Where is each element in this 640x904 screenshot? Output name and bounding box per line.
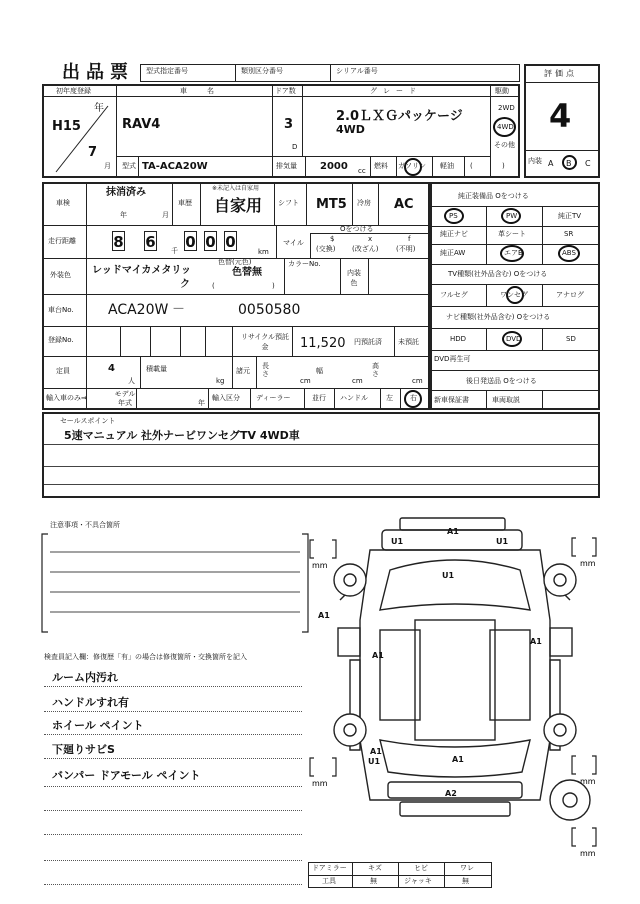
shift-value: MT5 xyxy=(316,197,347,212)
svg-text:mm: mm xyxy=(580,849,596,858)
shift-label: シフト xyxy=(278,199,299,207)
tv-full-seg: フルセグ xyxy=(440,291,468,299)
opt-tampered: (改ざん) xyxy=(352,245,379,253)
reg-no-label: 登録No. xyxy=(48,336,74,344)
cc-unit: cc xyxy=(358,167,366,175)
displacement-label: 排気量 xyxy=(276,162,297,170)
inspector-item-4: 下廻りサビS xyxy=(52,743,115,756)
inspection-label: 車検 xyxy=(56,199,70,207)
class-label: 類別区分番号 xyxy=(241,67,283,75)
drive-other: その他 xyxy=(494,141,515,149)
doors-value: 3 xyxy=(284,117,294,132)
recycle-unpaid: 未預託 xyxy=(398,338,419,346)
tv-title: TV種類(社外品含む) Oをつける xyxy=(448,270,548,278)
width-label: 幅 xyxy=(316,367,323,375)
score-label: 評価点 xyxy=(544,69,577,78)
color-change-paren-close: ) xyxy=(272,282,275,290)
opt-unknown: (不明) xyxy=(396,245,416,253)
mark-a1-left-rear: A1 xyxy=(370,747,382,756)
model-value: TA-ACA20W xyxy=(142,161,208,172)
recycle-value: 11,520 xyxy=(300,336,346,351)
legend-crack: ヒビ xyxy=(414,864,428,872)
mark-a2-rear-bumper: A2 xyxy=(445,789,457,798)
person-unit: 人 xyxy=(128,377,135,385)
later-manual: 車両取説 xyxy=(492,396,520,404)
mark-a1-left-front: A1 xyxy=(318,611,330,620)
recycle-paid: 円預託済 xyxy=(354,338,382,346)
year-suffix: 年 xyxy=(94,103,104,114)
km-unit: km xyxy=(258,248,269,256)
kg-unit: kg xyxy=(216,377,225,385)
navi-dvd-circle xyxy=(502,331,522,347)
dim-label: 諸元 xyxy=(236,367,250,375)
mark-u1-front-left: U1 xyxy=(391,537,404,546)
opt-f: f xyxy=(408,235,411,243)
navi-dvd: DVD xyxy=(506,335,522,343)
interior-b-circle xyxy=(562,155,577,170)
mileage-digit-4: 0 xyxy=(205,233,216,251)
fuel-label: 燃料 xyxy=(374,162,388,170)
history-label: 車歴 xyxy=(178,199,192,207)
dvd-play: DVD再生可 xyxy=(434,355,471,363)
score-value: 4 xyxy=(549,97,572,135)
color-change-paren: ( xyxy=(212,282,215,290)
import-parallel: 並行 xyxy=(312,394,326,402)
svg-text:mm: mm xyxy=(580,559,596,568)
mileage-digit-3: 0 xyxy=(185,233,196,251)
interior-b: B xyxy=(566,159,572,168)
import-class-label: 輸入区分 xyxy=(212,394,240,402)
drive-4wd: 4WD xyxy=(497,123,514,131)
mark-a1-front-bumper: A1 xyxy=(447,527,459,536)
drive-4wd-circle xyxy=(493,117,516,137)
inspection-value: 抹消済み xyxy=(106,187,146,198)
inspector-label: 検査員記入欄：修復歴「有」の場合は修復箇所・交換箇所を記入 xyxy=(44,653,247,661)
grade-line1: 2.0ＬＸＧパッケージ xyxy=(336,109,463,124)
mark-u1-front-right: U1 xyxy=(496,537,509,546)
mark-u1-left-rear: U1 xyxy=(368,757,381,766)
mark-a1-left-door: A1 xyxy=(372,651,384,660)
notes-bracket xyxy=(40,532,310,636)
import-label: 輸入車のみ⇒ xyxy=(46,394,87,402)
equipment-title: 純正装備品 Oをつける xyxy=(458,192,529,200)
legend-jack: ジャッキ xyxy=(404,877,432,885)
inspector-item-2: ハンドルすれ有 xyxy=(52,696,129,709)
mark-u1-hood: U1 xyxy=(442,571,455,580)
form-title: 出品票 xyxy=(62,62,134,83)
cm-unit-3: cm xyxy=(412,377,423,385)
tv-one-seg-circle xyxy=(506,286,524,304)
history-value: 自家用 xyxy=(214,196,263,215)
fuel-paren-close: ) xyxy=(502,162,505,170)
equip-abs: ABS xyxy=(562,249,576,257)
legend-tools-value: 無 xyxy=(370,877,377,885)
color-value-1: レッドマイカメタリッ xyxy=(92,265,191,276)
type-spec-label: 型式指定番号 xyxy=(146,67,188,75)
car-name-value: RAV4 xyxy=(122,117,161,132)
mileage-digit-5: 0 xyxy=(225,233,236,251)
later-warranty: 新車保証書 xyxy=(434,396,469,404)
equip-leather-seat: 革シート xyxy=(498,230,526,238)
load-label: 積載量 xyxy=(146,365,167,373)
first-reg-month: 7 xyxy=(88,145,98,160)
mark-a1-right-door: A1 xyxy=(530,637,542,646)
equip-pw: PW xyxy=(506,212,518,220)
equip-abs-circle xyxy=(558,245,580,262)
frame-number: 0050580 xyxy=(238,302,301,318)
handle-right: 右 xyxy=(410,394,417,402)
model-year-label: モデル年式 xyxy=(114,390,136,407)
handle-label: ハンドル xyxy=(340,394,368,402)
color-change-label: 色替(元色) xyxy=(218,258,252,266)
handle-right-circle xyxy=(404,390,422,408)
model-label: 型式 xyxy=(122,162,136,170)
fuel-gasoline: ガソリン xyxy=(398,162,426,170)
mile-label: マイル xyxy=(283,239,304,247)
interior-c: C xyxy=(585,159,591,168)
recycle-label: リサイクル預託金 xyxy=(240,333,290,351)
legend-tools: 工具 xyxy=(322,877,336,885)
mileage-digit-2: 6 xyxy=(145,233,156,251)
sales-text: 5速マニュアル 社外ナービワンセグTV 4WD車 xyxy=(64,429,300,442)
fuel-paren: ( xyxy=(470,162,473,170)
displacement-value: 2000 xyxy=(320,161,348,172)
opt-exchange: (交換) xyxy=(316,245,336,253)
color-no-label: カラーNo. xyxy=(288,260,321,268)
equip-pw-circle xyxy=(501,208,521,224)
interior-a: A xyxy=(548,159,554,168)
capacity-value: 4 xyxy=(108,363,115,374)
interior-color-label: 内装色 xyxy=(347,269,361,287)
inspection-year: 年 xyxy=(120,211,127,219)
equip-airbag: エアB xyxy=(504,249,523,257)
length-label: 長さ xyxy=(262,362,269,378)
cm-unit-1: cm xyxy=(300,377,311,385)
grade-line2: 4WD xyxy=(336,123,365,136)
opt-dollar: $ xyxy=(330,235,335,243)
legend-break: ワレ xyxy=(460,864,474,872)
ac-value: AC xyxy=(394,197,414,212)
equip-ps: PS xyxy=(449,212,458,220)
svg-text:mm: mm xyxy=(312,561,328,570)
history-note: ※未記入は自家用 xyxy=(212,185,260,192)
interior-label: 内装 xyxy=(528,157,542,165)
inspector-item-1: ルーム内汚れ xyxy=(52,671,118,684)
legend-scratch: キズ xyxy=(368,864,382,872)
fuel-gasoline-circle xyxy=(404,158,422,176)
equip-genuine-aw: 純正AW xyxy=(440,249,466,257)
sales-label: セールスポイント xyxy=(60,417,116,425)
notes-label: 注意事項・不具合箇所 xyxy=(50,521,120,529)
mark-a1-rear: A1 xyxy=(452,755,464,764)
color-value-2: ク xyxy=(180,279,190,290)
frame-label: 車台No. xyxy=(48,306,74,314)
inspection-month: 月 xyxy=(162,211,169,219)
legend-door-mirror: ドアミラー xyxy=(312,864,347,872)
handle-left: 左 xyxy=(386,394,393,402)
drive-label: 駆動 xyxy=(495,87,509,95)
ac-label: 冷房 xyxy=(357,199,371,207)
doors-label: ドア数 xyxy=(275,87,296,95)
equip-genuine-tv: 純正TV xyxy=(558,212,582,220)
tv-one-seg: ワンセグ xyxy=(500,291,528,299)
tv-analog: アナログ xyxy=(556,291,584,299)
cm-unit-2: cm xyxy=(352,377,363,385)
navi-sd: SD xyxy=(566,335,576,343)
thousand-unit: 千 xyxy=(171,247,178,255)
drive-2wd: 2WD xyxy=(498,104,515,112)
equip-sr: SR xyxy=(564,230,574,238)
serial-label: シリアル番号 xyxy=(336,67,378,75)
navi-title: ナビ種類(社外品含む) Oをつける xyxy=(446,313,551,321)
model-year-unit: 年 xyxy=(198,399,205,407)
equip-genuine-navi: 純正ナビ xyxy=(440,230,468,238)
navi-hdd: HDD xyxy=(450,335,467,343)
color-label: 外装色 xyxy=(50,271,71,279)
inspector-item-5: バンパー ドアモール ペイント xyxy=(52,769,201,782)
inspector-item-3: ホイール ペイント xyxy=(52,719,144,732)
equip-airbag-circle xyxy=(500,245,524,262)
frame-dash: － xyxy=(172,302,186,317)
fuel-diesel: 軽油 xyxy=(440,162,454,170)
car-name-label: 車名 xyxy=(180,87,234,95)
door-suffix: D xyxy=(292,143,298,151)
first-reg-era: H15 xyxy=(52,119,81,134)
car-damage-diagram xyxy=(300,510,610,858)
circle-note: Oをつける xyxy=(340,225,374,233)
month-suffix: 月 xyxy=(104,162,111,170)
svg-text:mm: mm xyxy=(312,779,328,788)
import-dealer: ディーラー xyxy=(256,394,291,402)
frame-model: ACA20W xyxy=(108,302,169,318)
mileage-digit-1: 8 xyxy=(113,233,124,251)
color-change-value: 色替無 xyxy=(232,267,262,278)
equip-ps-circle xyxy=(444,208,464,224)
sales-box xyxy=(42,412,600,498)
svg-text:mm: mm xyxy=(580,777,596,786)
capacity-label: 定員 xyxy=(56,367,70,375)
first-reg-label: 初年度登録 xyxy=(56,87,91,95)
legend-jack-value: 無 xyxy=(462,877,469,885)
opt-x: x xyxy=(368,235,373,243)
grade-label: グレード xyxy=(370,87,422,95)
mileage-label: 走行距離 xyxy=(48,237,76,245)
later-title: 後日発送品 Oをつける xyxy=(466,377,537,385)
height-label: 高さ xyxy=(372,362,379,378)
